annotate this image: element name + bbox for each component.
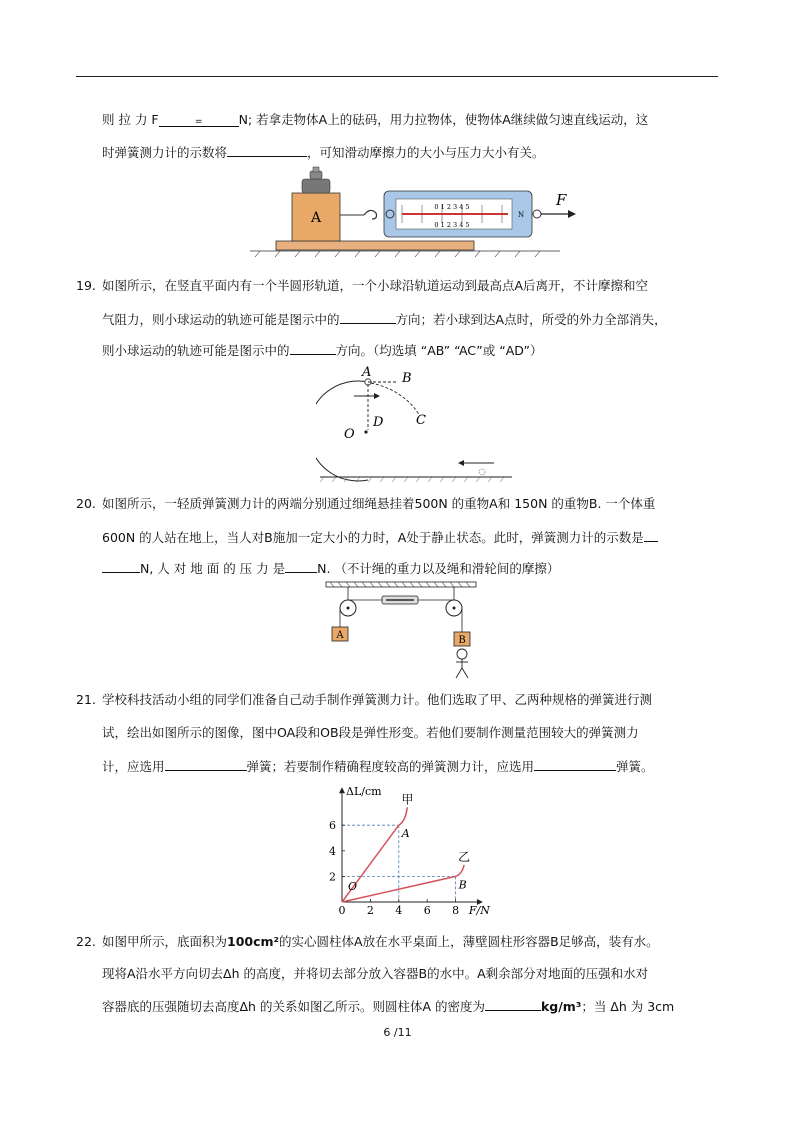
q21-text: 弹簧。 <box>616 759 654 774</box>
q21-blank-2 <box>534 758 616 771</box>
x-tick-label: 2 <box>366 904 374 917</box>
q20-figure <box>322 580 480 684</box>
q18-line-2 <box>102 144 545 161</box>
q20-blank-2 <box>285 560 317 573</box>
q20-text: N, 人 对 地 面 的 压 力 是 <box>140 561 286 576</box>
q19-text: 方向；若小球到达A点时，所受的外力全部消失， <box>395 312 667 327</box>
point-a-label: A <box>362 365 372 380</box>
q21-line-3 <box>102 758 654 775</box>
header-rule <box>76 76 718 77</box>
scale-digits-bottom: 0 1 2 3 4 5 <box>434 221 470 229</box>
q22-area-value: 100cm² <box>227 934 280 949</box>
series-curve-1 <box>456 865 465 877</box>
scale-right-ring <box>533 210 541 218</box>
x-tick-label: 4 <box>395 904 403 917</box>
q21-line-2: 试，绘出如图所示的图像，图中OA段和OB段是弹性形变。若他们要制作测量范围较大的弹簧测力 <box>102 725 639 740</box>
q20-line-3 <box>102 560 559 577</box>
q19-blank-2 <box>290 342 336 355</box>
q19-text: 气阻力，则小球运动的轨迹可能是图示中的 <box>102 312 340 327</box>
point-c-label: C <box>416 413 426 428</box>
series-curve-0 <box>399 807 408 825</box>
point-label-0: A <box>401 827 410 841</box>
q20-blank-1b <box>102 560 140 573</box>
q21-blank-1 <box>165 758 247 771</box>
q22-text: 如图甲所示，底面积为 <box>102 934 228 949</box>
q22-text: 的实心圆柱体A放在水平桌面上，薄壁圆柱形容器B足够高，装有水。 <box>279 934 659 949</box>
y-axis-title: ΔL/cm <box>346 785 382 799</box>
weight-b-label: B <box>458 635 466 646</box>
q22-number: 22. <box>76 934 96 949</box>
y-tick-label: 6 <box>329 819 336 833</box>
x-tick-label: 8 <box>452 904 460 917</box>
q21-line-1: 学校科技活动小组的同学们准备自己动手制作弹簧测力计。他们选取了甲、乙两种规格的弹簧进行测 <box>102 692 653 707</box>
q22-unit: kg/m³ <box>540 999 582 1014</box>
q22-text: ；当 Δh 为 3cm <box>581 999 675 1014</box>
center-o-dot <box>364 430 367 433</box>
path-ac <box>371 383 420 416</box>
origin-label: O <box>348 880 358 893</box>
q18-text: N; 若拿走物体A上的砝码，用力拉物体，使物体A继续做匀速直线运动，这 <box>238 112 649 127</box>
q20-line-2 <box>102 529 658 546</box>
q20-text: N. （不计绳的重力以及绳和滑轮间的摩擦） <box>317 561 560 576</box>
x-axis-title: F/N <box>468 904 490 917</box>
point-b-label: B <box>402 371 412 386</box>
scale-unit: N <box>518 211 525 219</box>
table-board <box>276 241 474 250</box>
point-label-1: B <box>458 878 467 892</box>
q20-line-1: 如图所示，一轻质弹簧测力计的两端分别通过细绳悬挂着500N 的重物A和 150N 的重物B. 一个体重 <box>102 496 656 511</box>
q19-line-1: 如图所示，在竖直平面内有一个半圆形轨道，一个小球沿轨道运动到最高点A后离开，不计摩擦和空 <box>102 278 649 293</box>
weight-icon <box>302 167 330 193</box>
incoming-arrowhead-icon <box>458 460 464 466</box>
q19-number: 19. <box>76 278 96 293</box>
chart-guides <box>342 825 456 902</box>
q19-line-3 <box>102 342 543 359</box>
chart-series <box>342 807 464 902</box>
y-axis-arrowhead-icon <box>339 787 345 793</box>
ground-hatch <box>255 251 540 257</box>
q19-blank-1 <box>340 311 396 324</box>
y-tick-label: 4 <box>329 844 336 858</box>
force-arrowhead-icon <box>568 210 576 218</box>
block-a-label: A <box>310 210 322 226</box>
q20-blank-1a <box>644 529 658 542</box>
q22-blank-density <box>485 998 541 1011</box>
force-label: F <box>556 191 567 209</box>
q21-text: 弹簧；若要制作精确程度较高的弹簧测力计，应选用 <box>246 759 535 774</box>
q22-text: 容器底的压强随切去高度Δh 的关系如图乙所示。则圆柱体A 的密度为 <box>102 999 485 1014</box>
x-tick-label: 6 <box>423 904 431 917</box>
scale-digits-top: 0 1 2 3 4 5 <box>434 203 470 211</box>
weight-a-label: A <box>336 630 344 641</box>
q21-text: 计，应选用 <box>102 759 165 774</box>
series-name-1: 乙 <box>458 849 471 864</box>
page-number: 6 /11 <box>383 1026 412 1039</box>
point-o-label: O <box>344 427 355 442</box>
person-hand-icon <box>456 649 468 678</box>
q20-number: 20. <box>76 496 96 511</box>
point-d-label: D <box>373 415 384 430</box>
q18-text: 时弹簧测力计的示数将 <box>102 145 228 160</box>
q21-chart <box>316 776 506 918</box>
q18-blank-reading <box>227 144 307 157</box>
right-pulley-axle <box>453 607 456 610</box>
q20-text: 600N 的人站在地上，当人对B施加一定大小的力时，A处于静止状态。此时，弹簧测力计的示数是 <box>102 530 644 545</box>
q19-text: 方向。（均选填 “AB” “AC”或 “AD”） <box>335 343 543 358</box>
q19-text: 则小球运动的轨迹可能是图示中的 <box>102 343 290 358</box>
y-tick-label: 2 <box>329 870 336 884</box>
q18-figure <box>250 163 580 258</box>
ball-start <box>479 469 485 475</box>
q22-line-2: 现将A沿水平方向切去Δh 的高度，并将切去部分放入容器B的水中。A剩余部分对地面的压强和水对 <box>102 966 649 981</box>
chart-labels <box>329 785 490 917</box>
q22-line-3 <box>102 998 674 1015</box>
q18-equals: = <box>194 117 203 127</box>
q18-line-1 <box>102 112 648 128</box>
x-tick-label: 0 <box>338 904 346 917</box>
q18-blank-force <box>159 114 239 127</box>
q18-text: ，可知滑动摩擦力的大小与压力大小有关。 <box>307 145 545 160</box>
velocity-arrowhead-icon <box>374 393 380 399</box>
left-pulley-axle <box>347 607 350 610</box>
q21-number: 21. <box>76 692 96 707</box>
q22-line-1 <box>102 934 659 950</box>
q19-line-2 <box>102 311 667 328</box>
hook-icon <box>364 210 377 219</box>
series-name-0: 甲 <box>401 792 414 807</box>
q18-text: 则 拉 力 F <box>102 112 159 127</box>
q19-figure <box>316 360 516 486</box>
